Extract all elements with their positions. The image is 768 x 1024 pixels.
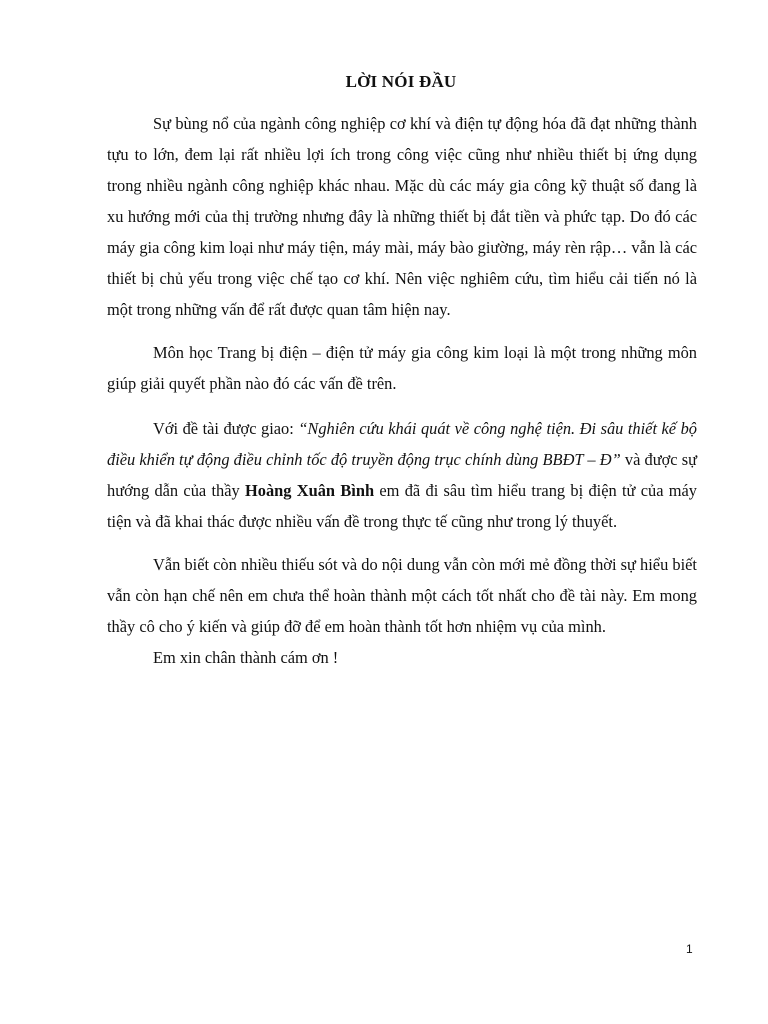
teacher-name: Hoàng Xuân Bình — [245, 481, 375, 500]
paragraph-course: Môn học Trang bị điện – điện tử máy gia công kim loại là một trong những môn giúp giải quyết phần nào đó các vấn đề trên. — [107, 343, 697, 393]
paragraph-topic — [107, 413, 697, 537]
page-number: 1 — [686, 942, 693, 956]
page-title: LỜI NÓI ĐẦU — [345, 72, 457, 91]
document-body — [107, 108, 697, 673]
paragraph-introduction: Sự bùng nổ của ngành công nghiệp cơ khí và điện tự động hóa đã đạt những thành tựu to lớn, đem lại rất nhiều lợi ích trong công việc cũng như nhiều thiết bị ứng dụng trong nhiều ngành công nghiệp khác nhau. Mặc dù các máy gia công kỹ thuật số đang là xu hướng mới của thị trường nhưng đây là những thiết bị đắt tiền và phức tạp. Do đó các máy gia công kim loại như máy tiện, máy mài, máy bào giường, máy rèn rập… vẫn là các thiết bị chủ yếu trong việc chế tạo cơ khí. Nên việc nghiêm cứu, tìm hiểu cải tiến nó là một trong những vấn để rất được quan tâm hiện nay. — [107, 114, 697, 319]
topic-intro-text: Với đề tài được giao: — [153, 419, 299, 438]
topic-title: “Nghiên cứu khái quát về công nghệ tiện. Đi sâu thiết kế bộ điều khiển tự động điều chỉnh tốc độ truyền động trục chính dùng BBĐT – Đ” — [107, 419, 697, 469]
topic-middle-text: và được sự hướng dẫn của thầy — [107, 450, 697, 500]
topic-end-text: em đã đi sâu tìm hiểu trang bị điện tử của máy tiện và đã khai thác được nhiều vấn đề trong thực tế cũng như trong lý thuyết. — [107, 481, 697, 531]
paragraph-acknowledgement: Vẫn biết còn nhiều thiếu sót và do nội dung vẫn còn mới mẻ đồng thời sự hiểu biết vẫn còn hạn chế nên em chưa thể hoàn thành một cách tốt nhất cho đề tài này. Em mong thầy cô cho ý kiến và giúp đỡ để em hoàn thành tốt hơn nhiệm vụ của mình. — [107, 555, 697, 636]
paragraph-thanks: Em xin chân thành cám ơn ! — [153, 648, 339, 667]
